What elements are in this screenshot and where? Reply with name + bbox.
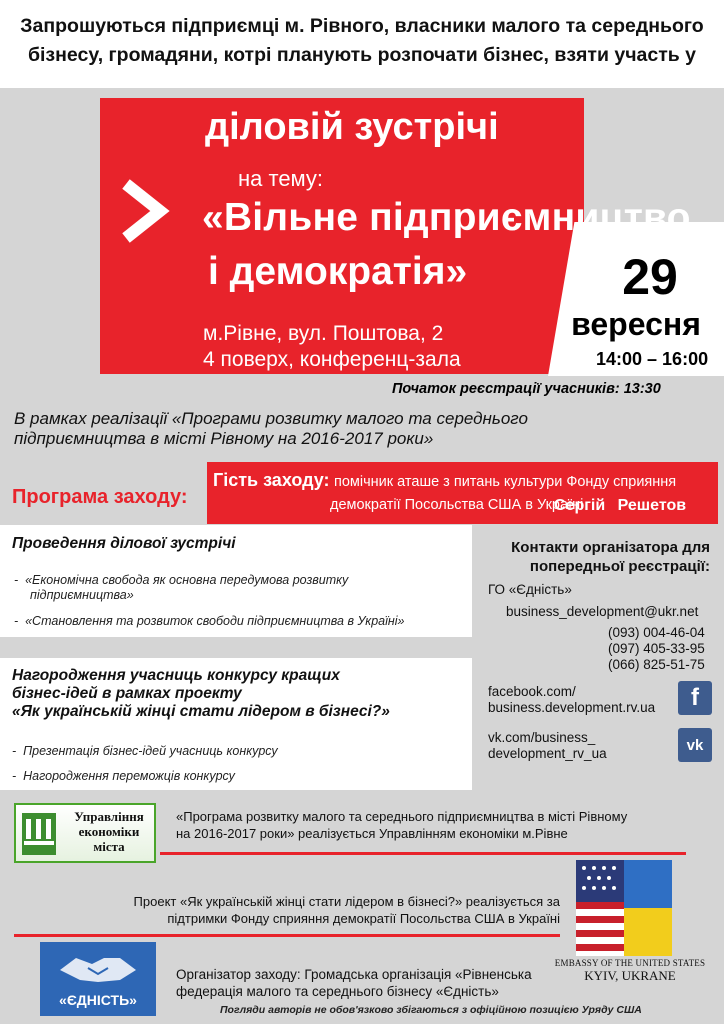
divider-line <box>14 934 560 937</box>
guest-label: Гість заходу: <box>213 470 330 490</box>
registration-time: Початок реєстрації учасників: 13:30 <box>392 381 661 397</box>
section-2-title-1: Нагородження учасниць конкурсу кращих <box>12 667 340 684</box>
guest-line-1 <box>213 470 676 491</box>
us-ukraine-flags-icon <box>576 860 672 956</box>
framework-line-2: підприємництва в місті Рівному на 2016-2017 роки» <box>14 429 434 448</box>
project-support-text: Проект «Як українській жінці стати лідером в бізнесі?» реалізується за підтримки Фонду сприяння демократії Посольства США в Україні <box>133 894 560 926</box>
org-name: ГО «Єдність» <box>488 582 572 597</box>
phone-2: (097) 405-33-95 <box>608 641 705 656</box>
event-day: 29 <box>622 249 678 305</box>
economics-program-text: «Програма розвитку малого та середнього підприємництва в місті Рівному на 2016-2017 роки» реалізується Управлінням економіки м.Рівне <box>176 809 628 841</box>
facebook-link[interactable]: facebook.com/ business.development.rv.ua <box>488 684 656 715</box>
section-1-title: Проведення ділової зустрічі <box>12 535 236 552</box>
framework-text <box>14 409 654 449</box>
vk-link[interactable]: vk.com/business_ development_rv_ua <box>488 730 607 761</box>
section-2-title-3: «Як українській жінці стати лідером в бізнесі?» <box>12 703 390 720</box>
economics-logo-text: Управління економіки міста <box>74 809 144 854</box>
program-section-1 <box>0 525 472 637</box>
address-line-2: 4 поверх, конференц-зала <box>203 348 461 371</box>
phone-3: (066) 825-51-75 <box>608 657 705 672</box>
list-item: - «Становлення та розвиток свободи підприємництва в Україні» <box>14 614 405 628</box>
organizer-text: Організатор заходу: Громадська організація «Рівненська федерація малого та середнього бізнесу «Єдність» <box>176 967 532 999</box>
email-link[interactable]: business_development@ukr.net <box>506 604 699 619</box>
handshake-icon <box>58 948 138 988</box>
address-line-1: м.Рівне, вул. Поштова, 2 <box>203 322 444 345</box>
list-item: - Нагородження переможців конкурсу <box>12 769 235 783</box>
contacts-heading: Контакти організатора для попередньої реєстрації: <box>511 539 710 575</box>
list-item: - Презентація бізнес-ідей учасниць конкурсу <box>12 744 278 758</box>
topic-line-2: і демократія» <box>208 250 468 293</box>
guest-name: Сергій Решетов <box>554 497 687 514</box>
on-topic-label: на тему: <box>238 166 324 191</box>
unity-logo-text: «ЄДНІСТЬ» <box>59 992 137 1008</box>
guest-role-1: помічник аташе з питань культури Фонду сприяння <box>334 474 677 490</box>
disclaimer: Погляди авторів не обов'язково збігаються з офіційною позицією Уряду США <box>220 1004 642 1016</box>
phone-1: (093) 004-46-04 <box>608 625 705 640</box>
event-month: вересня <box>571 306 701 342</box>
unity-logo <box>40 942 156 1016</box>
program-section-2 <box>0 658 472 790</box>
topic-line-1: «Вільне підприємництво <box>202 196 691 239</box>
chevron-right-icon <box>118 178 170 244</box>
list-item-continued: підприємництва» <box>30 588 134 602</box>
event-type: діловій зустрічі <box>205 106 499 148</box>
building-icon <box>20 811 58 857</box>
program-title: Програма заходу: <box>12 486 188 508</box>
event-time: 14:00 – 16:00 <box>596 349 709 369</box>
section-2-title-2: бізнес-ідей в рамках проекту <box>12 685 242 702</box>
economics-department-logo <box>14 803 156 863</box>
list-item: - «Економічна свобода як основна передумова розвитку <box>14 573 349 587</box>
framework-line-1: В рамках реалізації «Програми розвитку малого та середнього <box>14 409 528 428</box>
invitation-text: Запрошуються підприємці м. Рівного, власники малого та середнього бізнесу, громадяни, котрі планують розпочати бізнес, взяти участь у <box>20 15 704 66</box>
guest-role-2: демократії Посольства США в Україні <box>330 497 584 513</box>
vk-icon[interactable]: vk <box>678 728 712 762</box>
divider-line <box>160 852 686 855</box>
embassy-label: EMBASSY OF THE UNITED STATES KYIV, UKRANE <box>554 958 706 983</box>
facebook-icon[interactable]: f <box>678 681 712 715</box>
